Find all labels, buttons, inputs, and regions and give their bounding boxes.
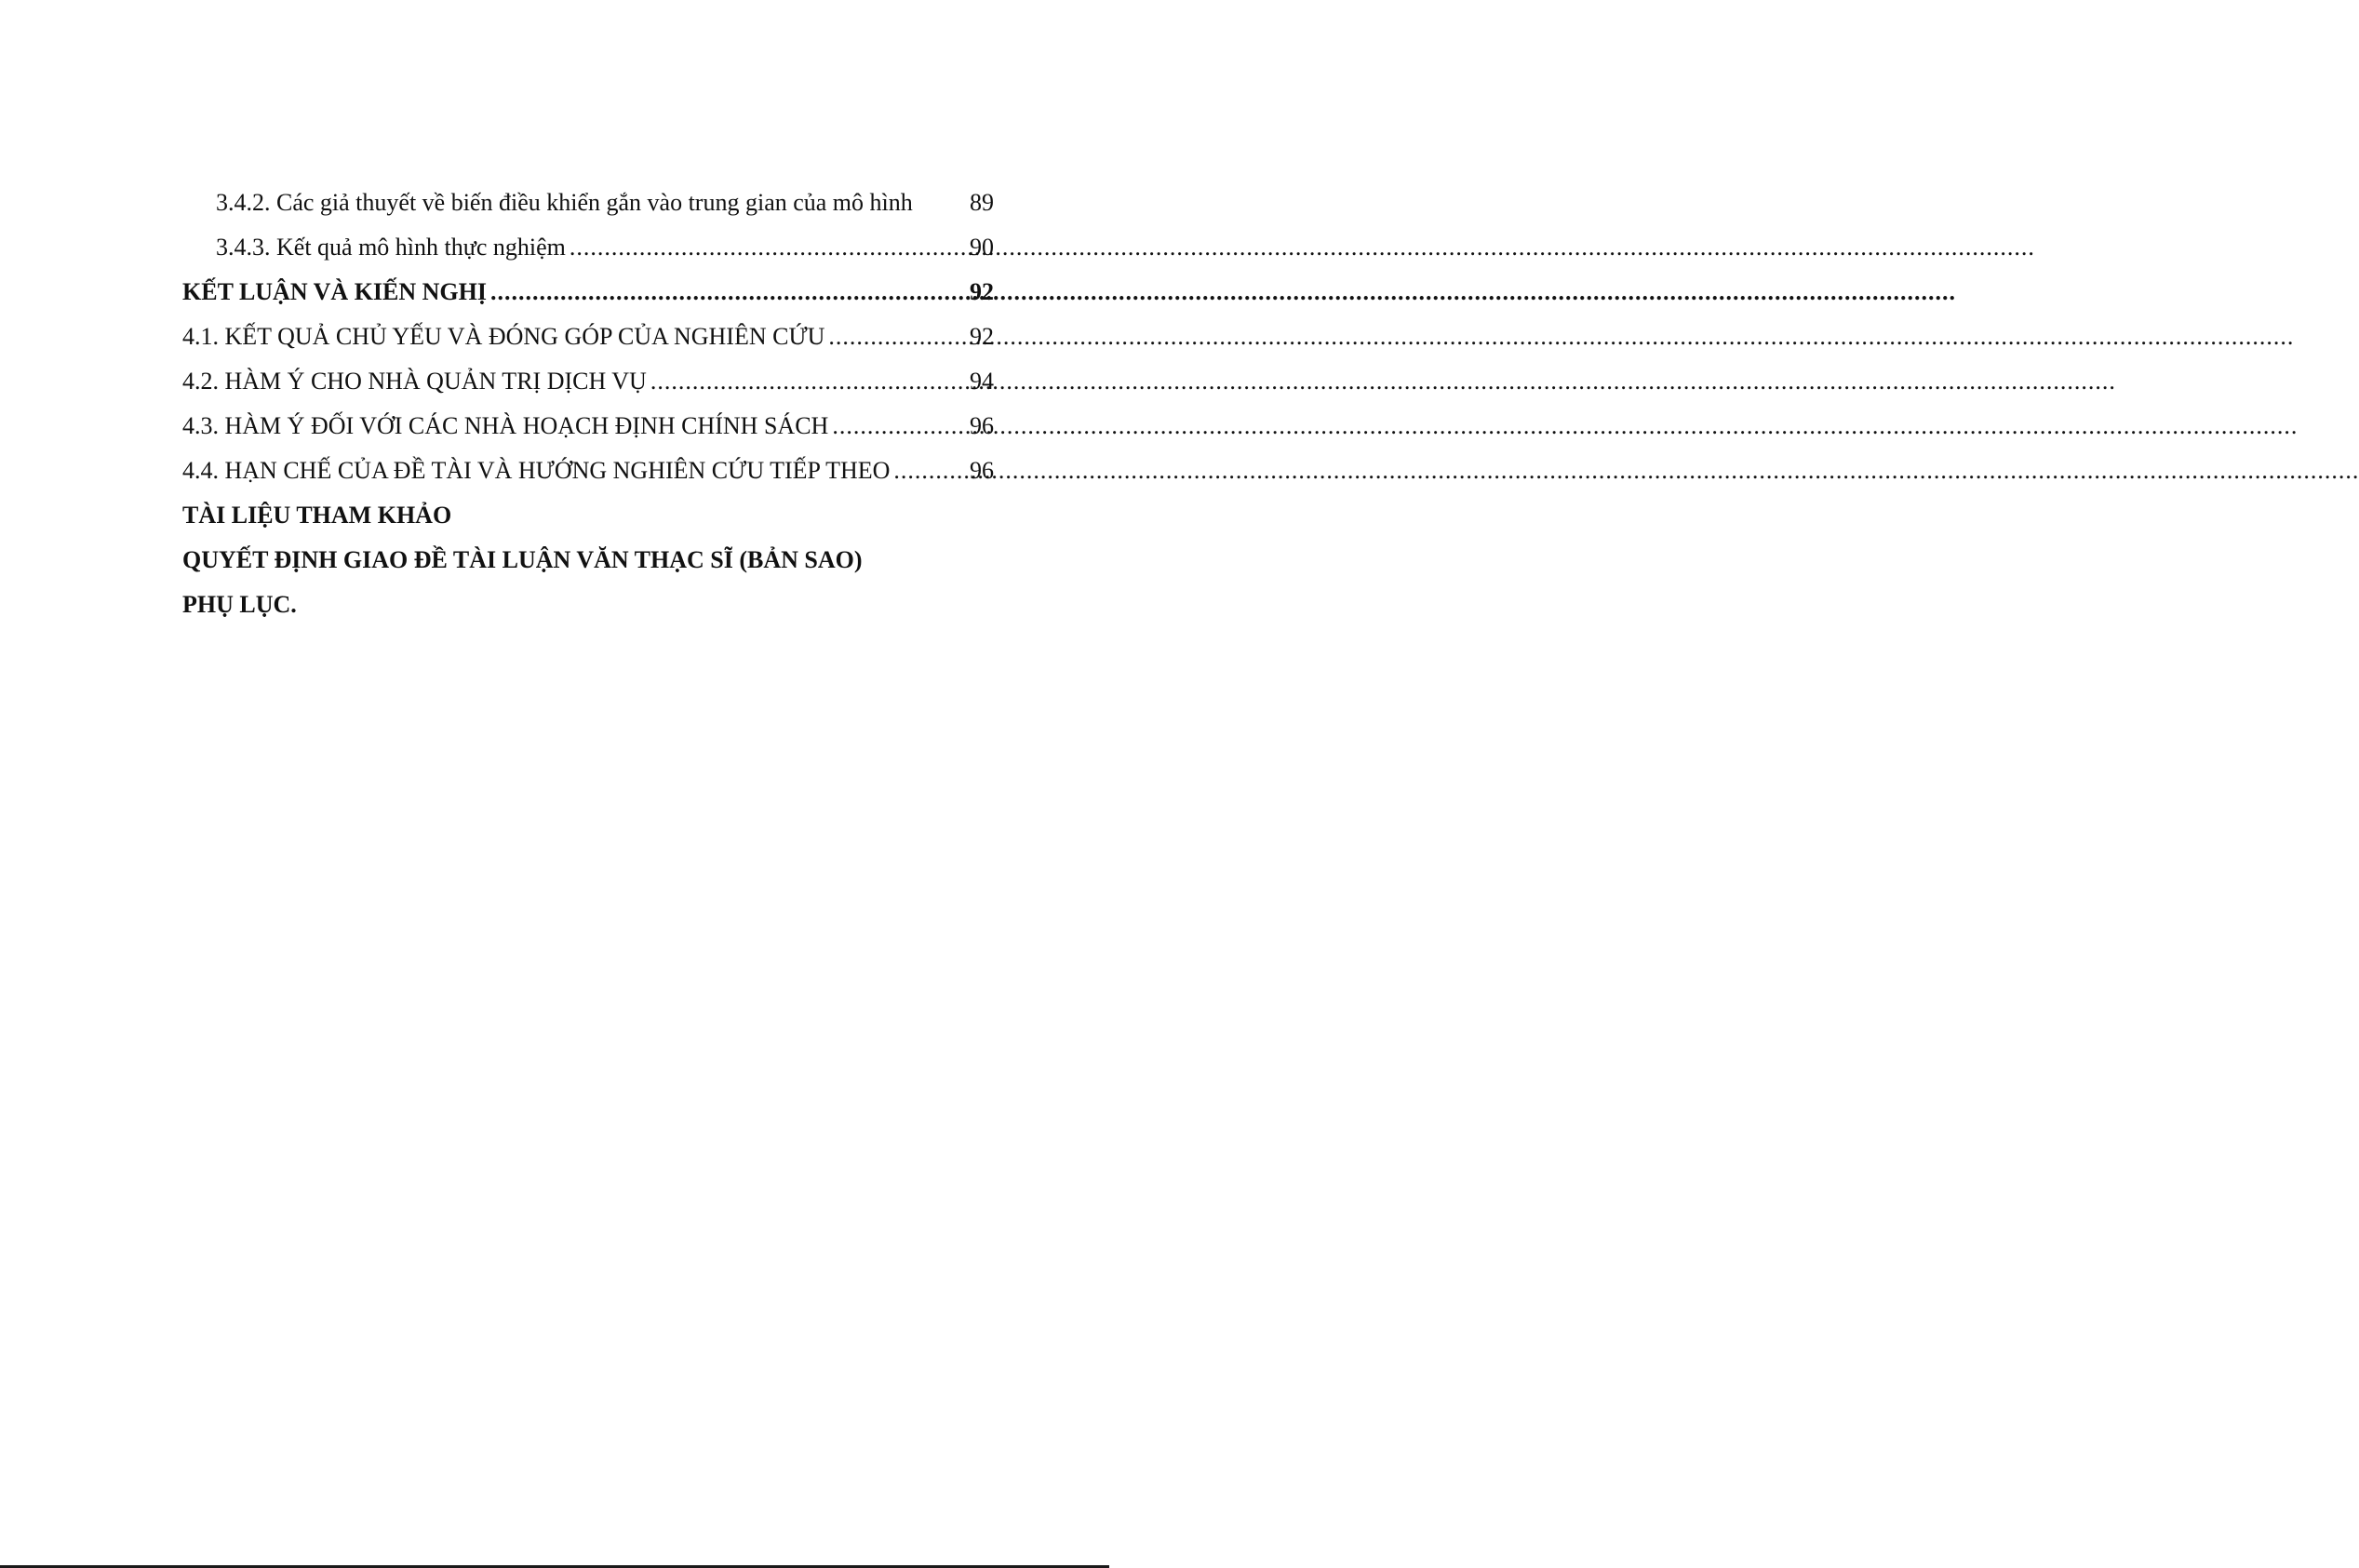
toc-entry-page: 94 xyxy=(970,368,994,395)
toc-entry-page: 96 xyxy=(970,457,994,484)
toc-entry-title: 4.2. HÀM Ý CHO NHÀ QUẢN TRỊ DỊCH VỤ xyxy=(182,368,647,395)
toc-entry-3-4-2[interactable] xyxy=(182,181,994,225)
toc-entry-title: KẾT LUẬN VÀ KIẾN NGHỊ xyxy=(182,278,487,305)
toc-leader xyxy=(828,315,966,359)
toc-leader xyxy=(650,359,966,404)
toc-entry-title: 4.1. KẾT QUẢ CHỦ YẾU VÀ ĐÓNG GÓP CỦA NGHIÊN CỨU xyxy=(182,323,825,350)
toc-entry-page: 92 xyxy=(970,323,994,350)
toc-leader xyxy=(893,449,966,493)
toc-leader xyxy=(490,270,966,315)
toc-entry-page: 96 xyxy=(970,412,994,439)
toc-leader xyxy=(570,225,966,270)
toc-entry-title: 3.4.3. Kết quả mô hình thực nghiệm xyxy=(216,234,566,261)
toc-entry-page: 92 xyxy=(970,278,994,305)
toc-entry-4-3[interactable] xyxy=(182,404,994,449)
toc-entry-title: 4.3. HÀM Ý ĐỐI VỚI CÁC NHÀ HOẠCH ĐỊNH CHÍNH SÁCH xyxy=(182,412,829,439)
toc-entry-quyet-dinh[interactable] xyxy=(182,538,994,583)
toc-entry-title: 3.4.2. Các giả thuyết về biến điều khiển gắn vào trung gian của mô hình xyxy=(216,189,913,216)
toc-entry-4-4[interactable] xyxy=(182,449,994,493)
table-of-contents xyxy=(182,181,994,627)
toc-entry-4-2[interactable] xyxy=(182,359,994,404)
toc-entry-4-1[interactable] xyxy=(182,315,994,359)
toc-entry-title: 4.4. HẠN CHẾ CỦA ĐỀ TÀI VÀ HƯỚNG NGHIÊN CỨU TIẾP THEO xyxy=(182,457,891,484)
toc-entry-title: QUYẾT ĐỊNH GIAO ĐỀ TÀI LUẬN VĂN THẠC SĨ (BẢN SAO) xyxy=(182,546,863,573)
toc-entry-title: TÀI LIỆU THAM KHẢO xyxy=(182,502,452,529)
toc-entry-title: PHỤ LỤC. xyxy=(182,591,297,618)
toc-entry-tai-lieu[interactable] xyxy=(182,493,994,538)
toc-leader xyxy=(832,404,966,449)
toc-entry-page: 90 xyxy=(970,234,994,261)
toc-entry-page: 89 xyxy=(970,189,994,216)
toc-entry-3-4-3[interactable] xyxy=(182,225,994,270)
toc-entry-ket-luan[interactable] xyxy=(182,270,994,315)
toc-entry-phu-luc[interactable] xyxy=(182,583,994,627)
